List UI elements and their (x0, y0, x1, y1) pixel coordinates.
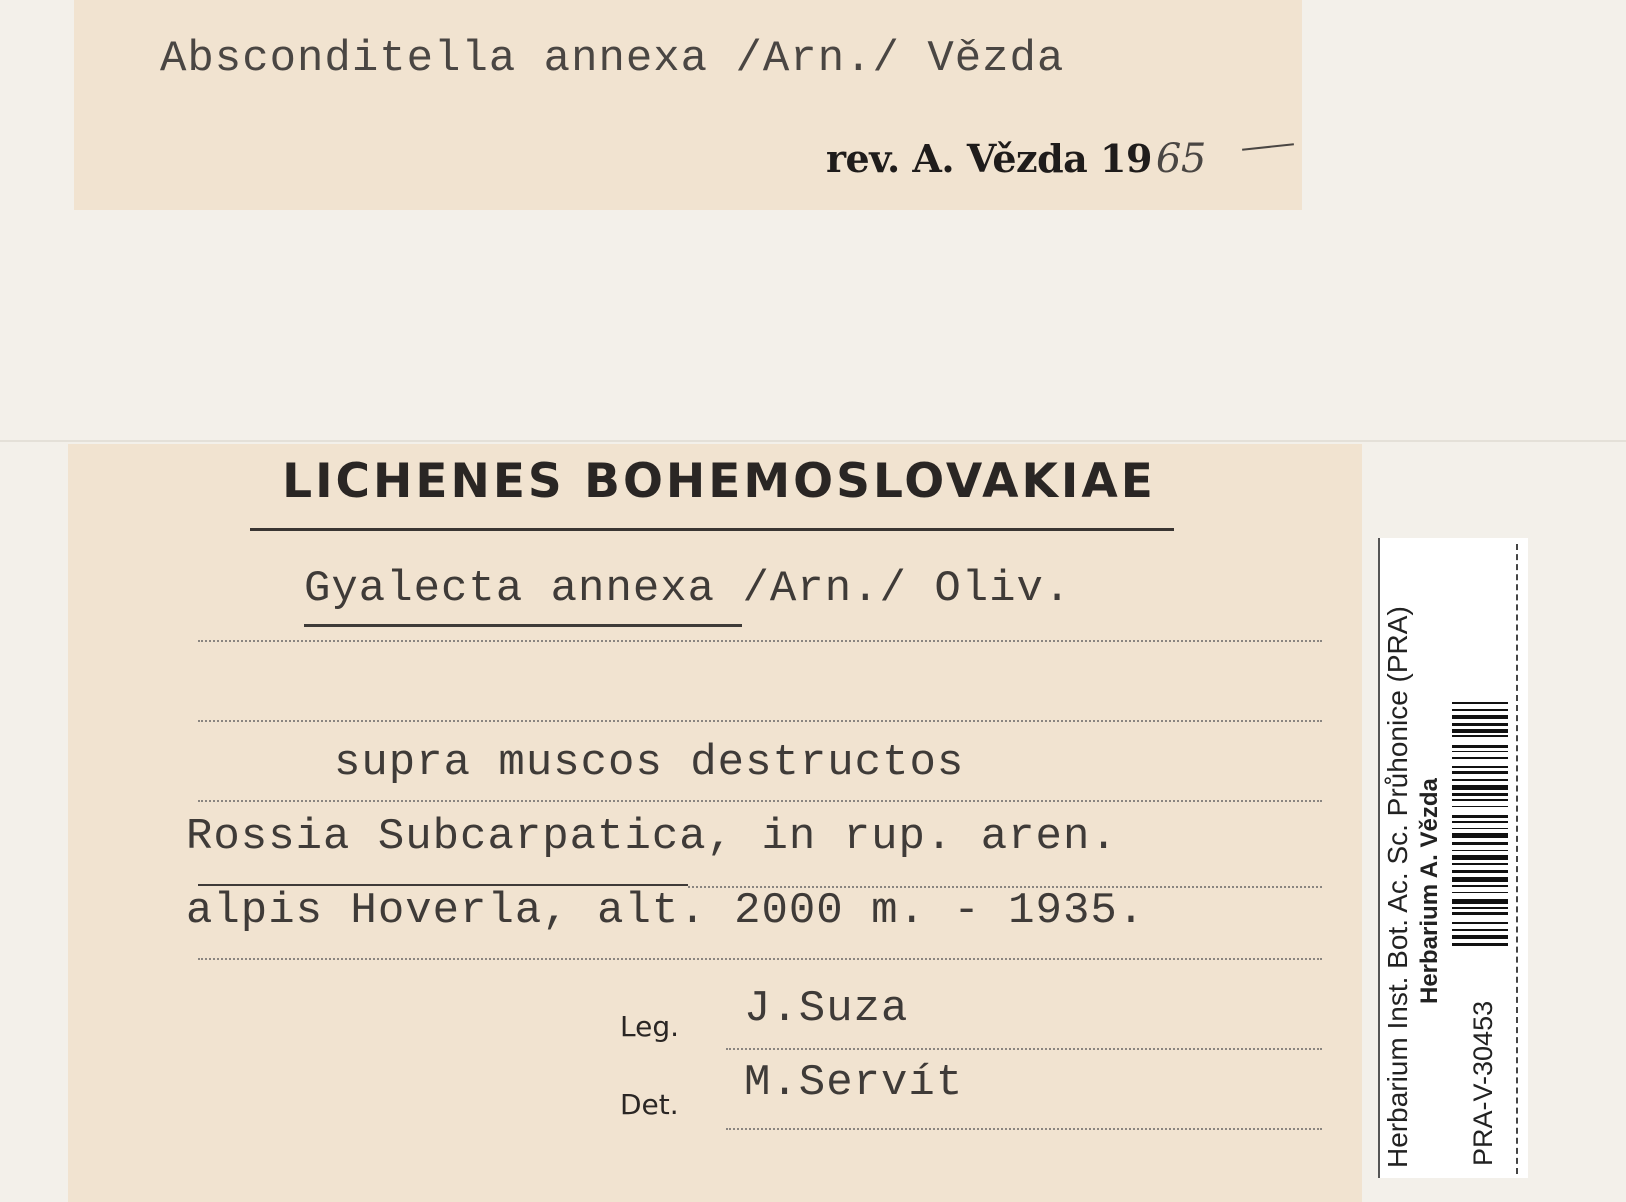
specimen-code: PRA-V-30453 (1468, 1000, 1498, 1166)
det-value: M.Servít (744, 1058, 964, 1108)
barcode-bar (1452, 723, 1508, 726)
label-heading: LICHENES BOHEMOSLOVAKIAE (282, 454, 1156, 509)
barcode-bar (1452, 735, 1508, 737)
barcode-bar (1452, 885, 1508, 887)
barcode-bar (1452, 855, 1508, 860)
substrate: supra muscos destructos (334, 738, 965, 788)
revision-slip (74, 0, 1302, 210)
barcode-bar (1452, 907, 1508, 909)
specimen-label (68, 444, 1362, 1202)
institution-text: Herbarium Inst. Bot. Ac. Sc. Průhonice (PRA) (1382, 606, 1413, 1168)
herbarium-sticker (1378, 538, 1528, 1178)
barcode-bar (1452, 779, 1508, 781)
barcode-bar (1452, 899, 1508, 904)
sticker-rotated-content (1380, 538, 1528, 1178)
sheet-fold (0, 440, 1626, 442)
locality-line-2: alpis Hoverla, alt. 2000 m. - 1935. (186, 886, 1146, 936)
taxon-line (304, 564, 1071, 614)
barcode-bar (1452, 828, 1508, 830)
collection-text: Herbarium A. Vězda (1416, 778, 1443, 1004)
barcode-bar (1452, 833, 1508, 838)
barcode-bar (1452, 821, 1508, 823)
barcode-bar (1452, 715, 1508, 720)
taxon-name: Gyalecta annexa (304, 564, 716, 614)
barcode-bar (1452, 922, 1508, 924)
heading-rule (250, 528, 1174, 531)
barcode-bar (1452, 815, 1508, 818)
taxon-underline (304, 624, 742, 627)
dotted-line-5 (198, 958, 1322, 960)
dotted-line-1 (198, 640, 1322, 642)
barcode-bar (1452, 729, 1508, 732)
barcode-bar (1452, 785, 1508, 790)
dotted-line-det (726, 1128, 1322, 1130)
barcode-bar (1452, 751, 1508, 753)
barcode-bar (1452, 806, 1508, 808)
barcode-bar (1452, 912, 1508, 915)
dotted-line-2 (198, 720, 1322, 722)
barcode-bar (1452, 842, 1508, 845)
barcode-bar (1452, 863, 1508, 865)
barcode-icon (1452, 594, 1508, 946)
barcode-bar (1452, 929, 1508, 931)
revision-taxon: Absconditella annexa /Arn./ Vězda (160, 34, 1065, 84)
barcode-bar (1452, 757, 1508, 759)
barcode-bar (1452, 943, 1508, 946)
barcode-bar (1452, 702, 1508, 704)
barcode-bar (1452, 799, 1508, 801)
dotted-line-leg (726, 1048, 1322, 1050)
barcode-bar (1452, 766, 1508, 768)
taxon-author: /Arn./ Oliv. (742, 564, 1072, 614)
barcode-bar (1452, 709, 1508, 711)
barcode-bar (1452, 850, 1508, 852)
barcode-bar (1452, 935, 1508, 940)
barcode-bar (1452, 745, 1508, 748)
barcode-bar (1452, 877, 1508, 882)
barcode-bar (1452, 892, 1508, 894)
revision-stamp (826, 136, 1206, 182)
sticker-dashed-line (1516, 544, 1518, 1174)
barcode-bar (1452, 771, 1508, 774)
handwritten-stroke (1242, 143, 1294, 150)
dotted-line-3 (198, 800, 1322, 802)
leg-value: J.Suza (744, 984, 909, 1034)
barcode-bar (1452, 870, 1508, 873)
revision-year-handwritten: 65 (1155, 136, 1206, 182)
locality-line-1: Rossia Subcarpatica, in rup. aren. (186, 812, 1118, 862)
barcode-bar (1452, 793, 1508, 796)
det-label: Det. (620, 1088, 679, 1121)
revision-stamp-text: rev. A. Vězda 19 (826, 136, 1152, 181)
leg-label: Leg. (620, 1010, 680, 1043)
